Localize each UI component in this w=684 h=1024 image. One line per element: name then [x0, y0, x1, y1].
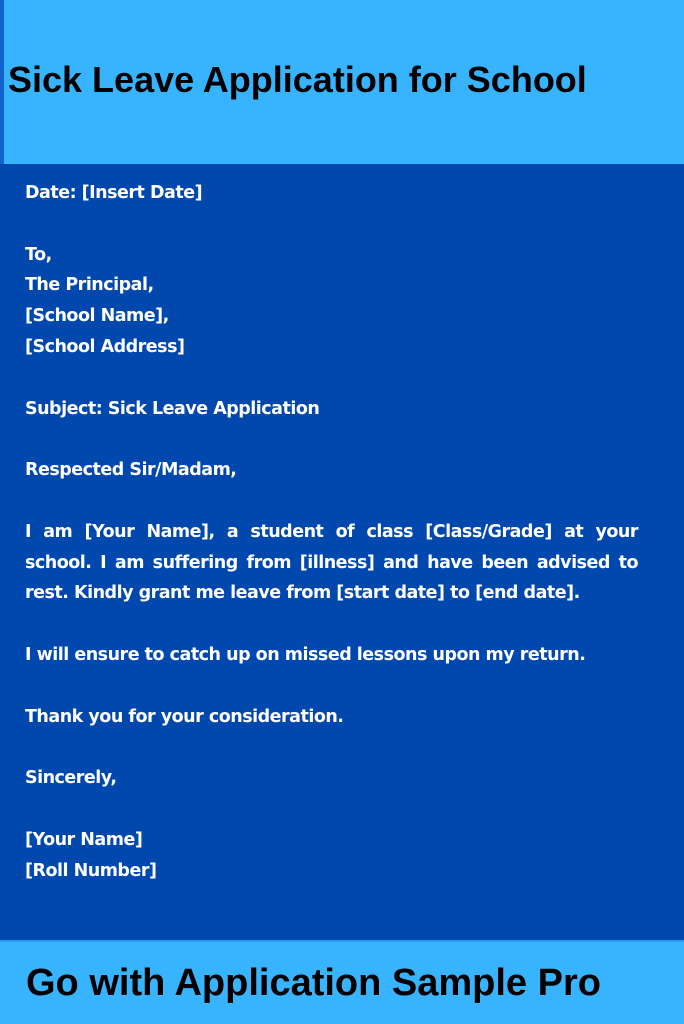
body-paragraph: I am [Your Name], a student of class [Class/Grade] at your school. I am suffering from [illness] and have been advised to rest. Kindly grant me leave from [start date] to [end date]. [25, 521, 638, 604]
footer-banner [0, 940, 684, 1024]
spacer [25, 794, 638, 825]
closing-line: Sincerely, [25, 768, 117, 789]
spacer [25, 363, 638, 394]
spacer [25, 732, 638, 763]
school-name-line: [School Name], [25, 306, 169, 327]
footer-text: Go with Application Sample Pro [26, 962, 601, 1004]
to-line: To, [25, 244, 52, 265]
subject-line: Subject: Sick Leave Application [25, 398, 320, 419]
spacer [25, 486, 638, 517]
header-banner [0, 0, 684, 164]
spacer [25, 671, 638, 702]
spacer [25, 424, 638, 455]
assurance-line: I will ensure to catch up on missed lessons upon my return. [25, 644, 586, 665]
school-address-line: [School Address] [25, 336, 185, 357]
thanks-line: Thank you for your consideration. [25, 706, 344, 727]
salutation-line: Respected Sir/Madam, [25, 460, 237, 481]
recipient-line: The Principal, [25, 275, 154, 296]
date-line: Date: [Insert Date] [25, 183, 203, 203]
spacer [25, 609, 638, 640]
spacer [25, 209, 638, 240]
signature-roll-line: [Roll Number] [25, 860, 157, 881]
letter-body [25, 178, 638, 886]
signature-name-line: [Your Name] [25, 829, 143, 850]
page-title: Sick Leave Application for School [8, 59, 587, 100]
